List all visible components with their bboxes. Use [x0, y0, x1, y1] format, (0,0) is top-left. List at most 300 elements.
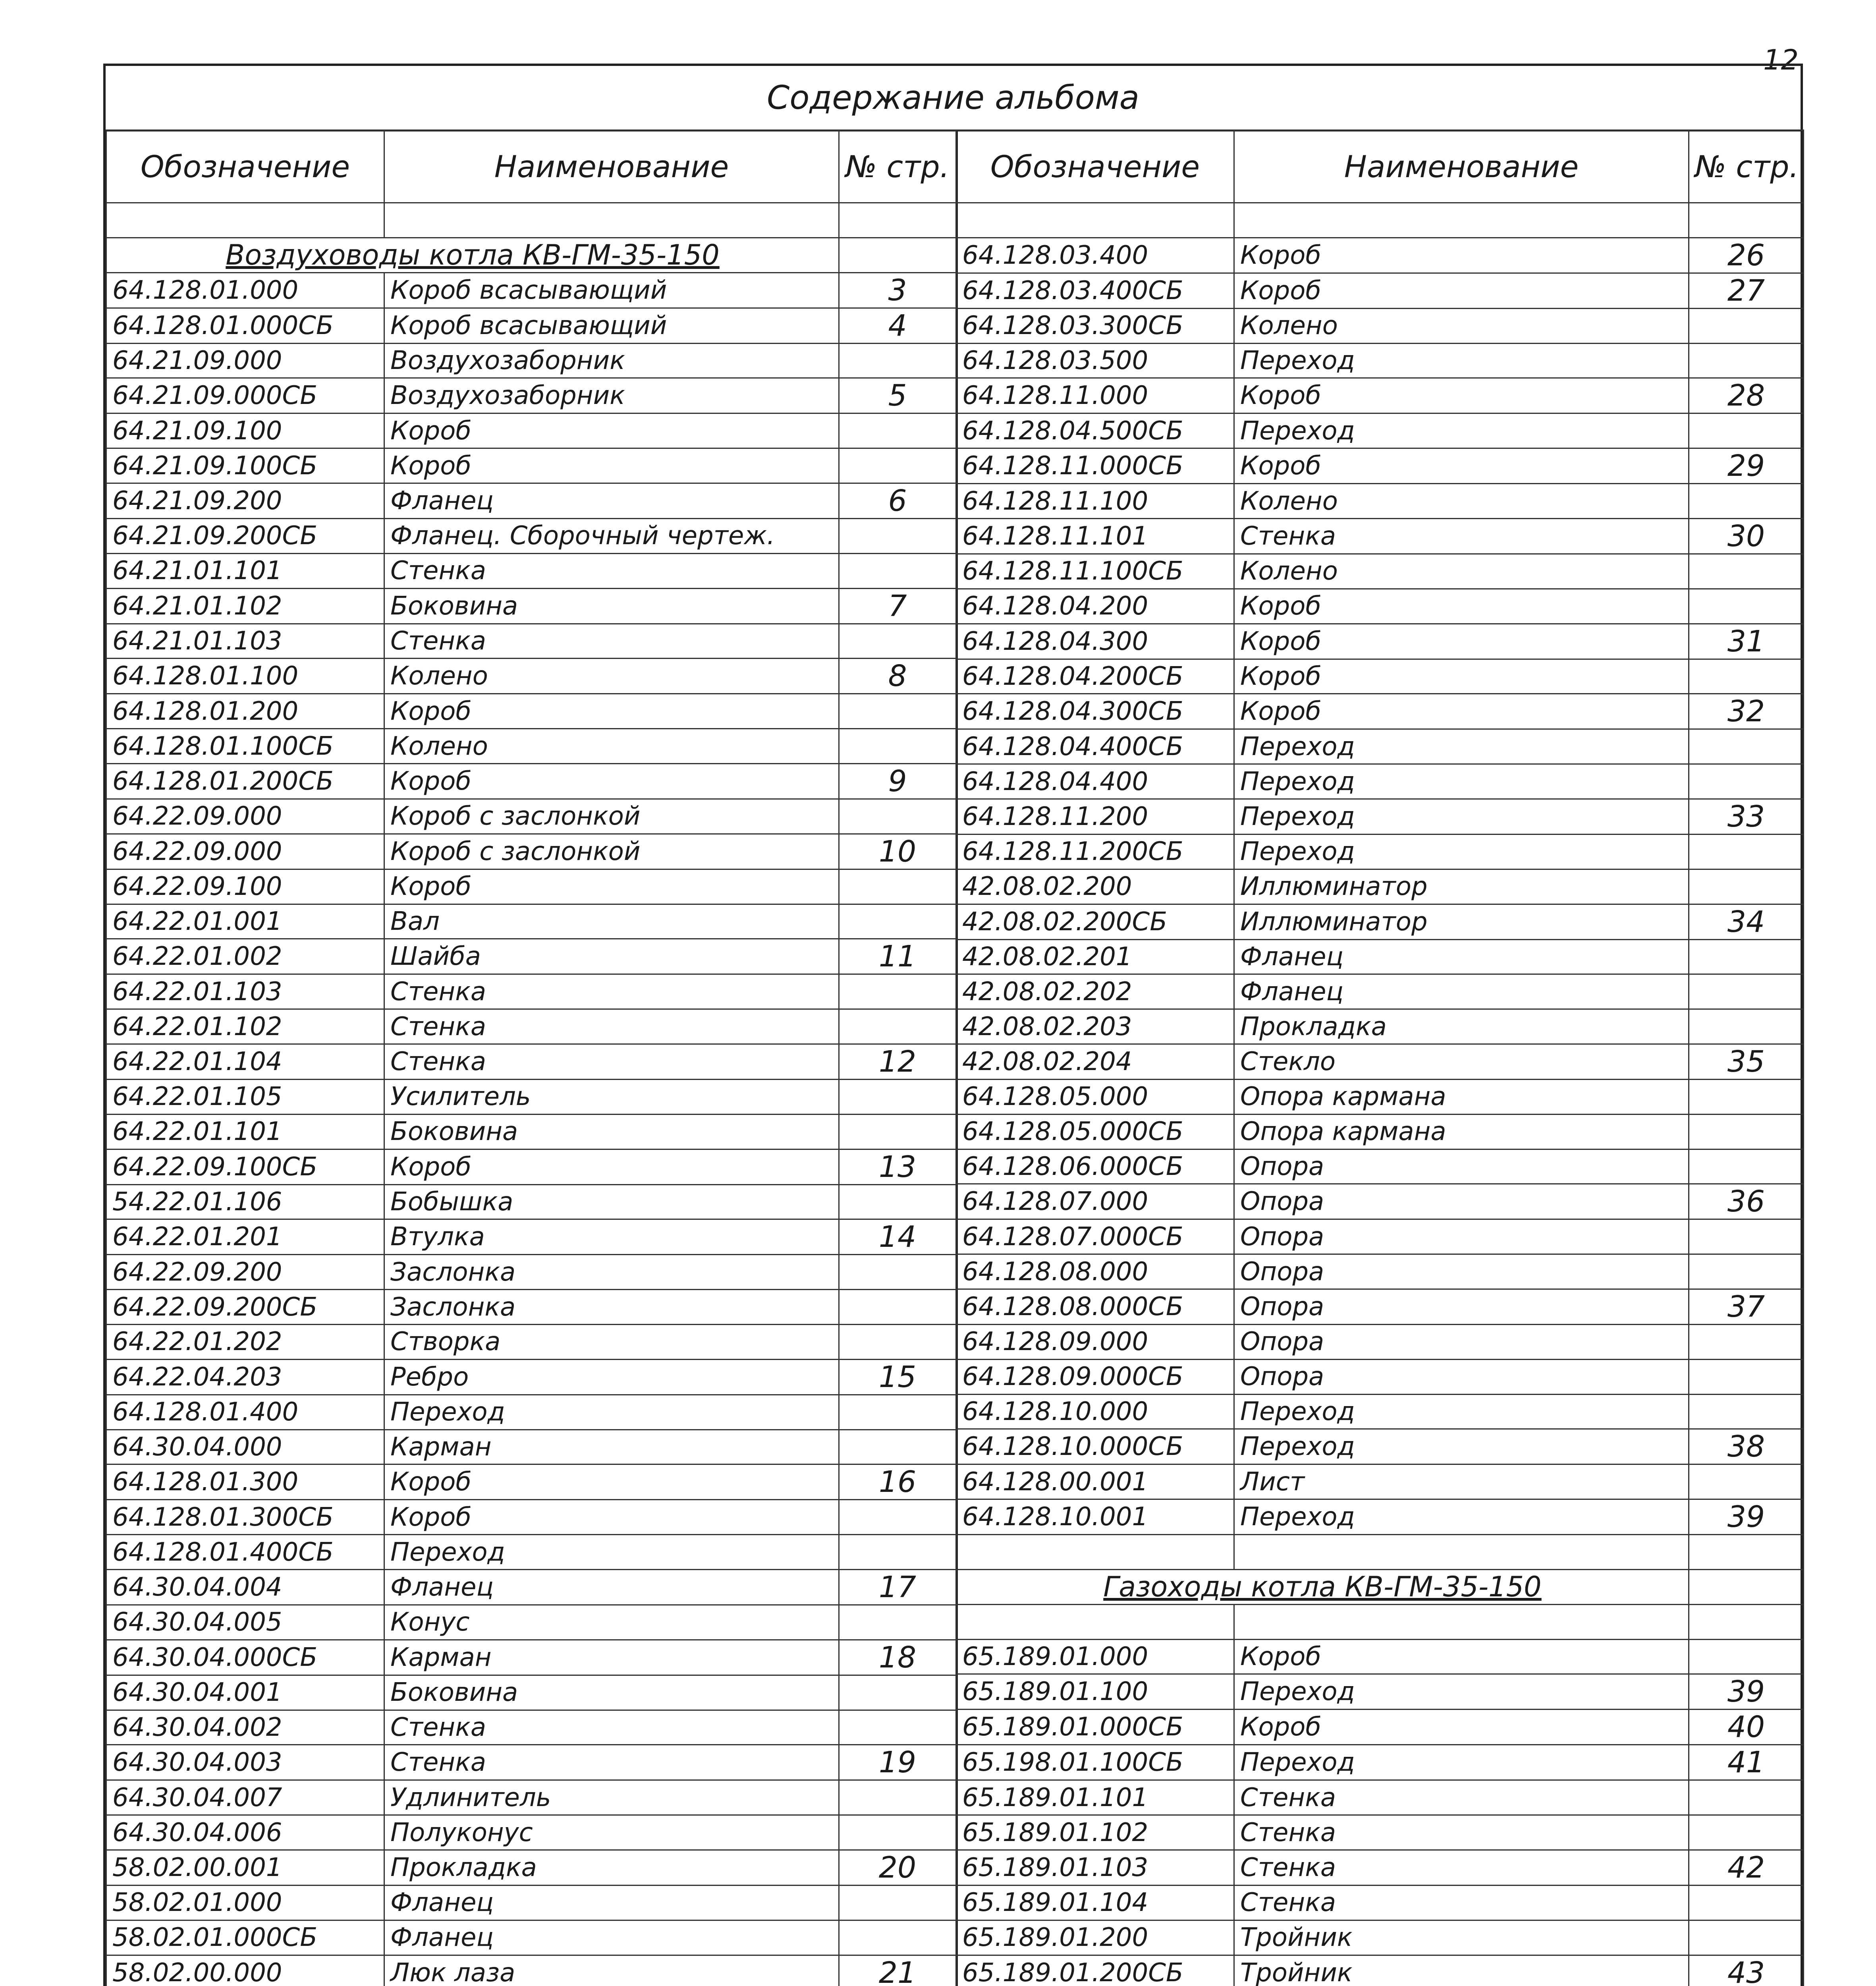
name-cell: Стенка	[384, 1009, 839, 1044]
name-cell: Опора	[1234, 1289, 1689, 1324]
page-cell	[1689, 413, 1804, 448]
page-cell	[839, 1605, 956, 1640]
table-row	[956, 518, 1804, 554]
code-cell: 64.22.09.200	[106, 1255, 384, 1290]
page-cell	[839, 1780, 956, 1815]
code-cell: 64.128.10.000	[956, 1394, 1234, 1429]
table-row	[956, 484, 1804, 519]
name-cell: Короб всасывающий	[384, 308, 839, 343]
code-cell: 64.128.04.200СБ	[956, 659, 1234, 694]
name-cell: Колено	[384, 659, 839, 694]
code-cell: 64.128.01.400СБ	[106, 1535, 384, 1570]
code-cell: 42.08.02.203	[956, 1009, 1234, 1044]
name-cell: Иллюминатор	[1234, 904, 1689, 939]
name-cell: Короб	[1234, 448, 1689, 484]
page-cell	[1689, 834, 1804, 869]
table-row	[106, 1605, 956, 1640]
name-cell: Прокладка	[384, 1850, 839, 1885]
corner-sheet-mark: 12	[1763, 44, 1799, 76]
page-cell	[1689, 869, 1804, 904]
page-cell	[839, 1184, 956, 1219]
code-cell: 64.22.01.105	[106, 1079, 384, 1114]
table-row	[956, 1289, 1804, 1324]
page-cell: 9	[839, 763, 956, 799]
name-cell: Стекло	[1234, 1044, 1689, 1079]
table-row	[106, 869, 956, 904]
code-cell: 64.22.01.201	[106, 1219, 384, 1255]
page-cell	[1689, 1219, 1804, 1254]
table-row	[956, 1184, 1804, 1219]
name-cell: Боковина	[384, 1114, 839, 1149]
table-row	[106, 1255, 956, 1290]
name-cell: Стенка	[384, 553, 839, 588]
code-cell: 64.128.04.300СБ	[956, 694, 1234, 729]
name-cell: Втулка	[384, 1219, 839, 1255]
name-cell: Заслонка	[384, 1290, 839, 1325]
name-cell: Карман	[384, 1430, 839, 1464]
table-row	[106, 1114, 956, 1149]
table-row	[956, 939, 1804, 974]
name-cell: Переход	[384, 1535, 839, 1570]
code-cell: 64.21.09.100	[106, 413, 384, 448]
page-cell	[839, 518, 956, 553]
table-row	[956, 659, 1804, 694]
name-cell: Переход	[1234, 1745, 1689, 1780]
table-row	[106, 553, 956, 588]
contents-sheet	[103, 64, 1803, 1986]
name-cell: Карман	[384, 1640, 839, 1675]
name-cell: Короб с заслонкой	[384, 799, 839, 834]
code-cell: 64.128.03.400	[956, 238, 1234, 273]
name-cell: Короб	[1234, 589, 1689, 624]
code-cell: 64.21.01.101	[106, 553, 384, 588]
page-cell	[1689, 1920, 1804, 1955]
name-cell: Опора	[1234, 1324, 1689, 1359]
code-cell: 64.128.11.200СБ	[956, 834, 1234, 869]
code-cell: 64.22.01.101	[106, 1114, 384, 1149]
page-cell: 21	[839, 1955, 956, 1986]
table-row	[106, 763, 956, 799]
name-cell: Переход	[1234, 1674, 1689, 1710]
name-cell: Переход	[1234, 1499, 1689, 1535]
page-cell: 41	[1689, 1745, 1804, 1780]
code-cell	[956, 1535, 1234, 1570]
page-cell	[839, 1290, 956, 1325]
code-cell: 64.22.01.002	[106, 939, 384, 974]
code-cell: 65.189.01.102	[956, 1815, 1234, 1850]
page-cell	[1689, 1394, 1804, 1429]
code-cell: 64.21.09.100СБ	[106, 448, 384, 483]
page-cell	[1689, 308, 1804, 343]
table-row	[956, 1009, 1804, 1044]
page-cell	[839, 1079, 956, 1114]
name-cell: Тройник	[1234, 1920, 1689, 1955]
table-row	[956, 1219, 1804, 1254]
name-cell: Опора	[1234, 1254, 1689, 1289]
code-cell: 64.128.11.000СБ	[956, 448, 1234, 484]
code-cell: 64.30.04.004	[106, 1569, 384, 1605]
name-cell: Стенка	[1234, 1885, 1689, 1920]
page-cell	[1689, 1639, 1804, 1674]
table-row	[106, 1745, 956, 1780]
code-cell: 65.189.01.200	[956, 1920, 1234, 1955]
name-cell: Опора	[1234, 1359, 1689, 1394]
table-row	[956, 1710, 1804, 1745]
table-row	[106, 1430, 956, 1464]
page-cell	[1689, 1359, 1804, 1394]
table-row	[106, 939, 956, 974]
name-cell: Фланец	[384, 1885, 839, 1920]
left-contents-table	[106, 129, 957, 1986]
code-cell: 64.128.05.000СБ	[956, 1114, 1234, 1149]
page-cell	[839, 1535, 956, 1570]
name-cell: Переход	[1234, 413, 1689, 448]
table-row	[106, 1290, 956, 1325]
page-cell	[839, 1255, 956, 1290]
page-cell: 8	[839, 659, 956, 694]
page-cell: 20	[839, 1850, 956, 1885]
right-section-title: Газоходы котла КВ-ГМ-35-150	[956, 1569, 1689, 1604]
code-cell: 64.128.04.400СБ	[956, 729, 1234, 764]
code-cell: 64.128.10.000СБ	[956, 1429, 1234, 1464]
code-cell: 64.128.11.200	[956, 799, 1234, 834]
page-cell: 26	[1689, 238, 1804, 273]
page-cell	[839, 799, 956, 834]
page-cell: 39	[1689, 1499, 1804, 1535]
table-row	[956, 1745, 1804, 1780]
right-header-row	[956, 130, 1804, 203]
code-cell: 64.22.01.202	[106, 1324, 384, 1359]
page-cell	[839, 694, 956, 729]
name-cell: Короб	[1234, 1639, 1689, 1674]
table-row	[956, 1359, 1804, 1394]
table-row	[956, 238, 1804, 273]
page-cell	[839, 343, 956, 378]
table-row	[956, 1885, 1804, 1920]
code-cell: 64.128.01.300СБ	[106, 1500, 384, 1535]
code-cell: 64.21.09.000	[106, 343, 384, 378]
page-cell: 15	[839, 1359, 956, 1395]
page-cell	[1689, 659, 1804, 694]
page-cell	[839, 1920, 956, 1955]
right-contents-table	[955, 129, 1804, 1986]
table-row	[106, 1184, 956, 1219]
code-cell: 64.128.01.000	[106, 272, 384, 308]
name-cell: Воздухозаборник	[384, 343, 839, 378]
name-cell: Колено	[1234, 554, 1689, 589]
table-row	[956, 589, 1804, 624]
code-cell: 64.22.09.100СБ	[106, 1149, 384, 1184]
table-row	[956, 448, 1804, 484]
name-cell: Усилитель	[384, 1079, 839, 1114]
code-cell: 64.22.01.104	[106, 1044, 384, 1079]
name-cell: Бобышка	[384, 1184, 839, 1219]
table-row	[106, 1955, 956, 1986]
page-cell	[1689, 974, 1804, 1009]
table-row	[956, 1920, 1804, 1955]
name-cell: Короб	[384, 413, 839, 448]
table-row	[956, 1535, 1804, 1570]
name-cell: Колено	[1234, 308, 1689, 343]
code-cell: 64.128.11.100	[956, 484, 1234, 519]
name-cell: Стенка	[1234, 1780, 1689, 1815]
table-row	[106, 343, 956, 378]
table-row	[956, 974, 1804, 1009]
name-cell: Тройник	[1234, 1955, 1689, 1986]
code-cell: 42.08.02.204	[956, 1044, 1234, 1079]
table-row	[956, 764, 1804, 799]
page-cell	[839, 624, 956, 659]
name-cell: Короб	[384, 1464, 839, 1500]
name-cell: Переход	[1234, 834, 1689, 869]
table-row	[956, 1604, 1804, 1639]
page-cell	[839, 1395, 956, 1430]
page-cell	[1689, 1149, 1804, 1184]
table-row	[106, 834, 956, 869]
code-cell: 64.30.04.006	[106, 1815, 384, 1850]
name-cell: Прокладка	[1234, 1009, 1689, 1044]
code-cell: 64.22.01.001	[106, 904, 384, 939]
table-row	[956, 1394, 1804, 1429]
table-row	[106, 1850, 956, 1885]
name-cell: Стенка	[1234, 1815, 1689, 1850]
page-cell	[839, 904, 956, 939]
name-cell: Иллюминатор	[1234, 869, 1689, 904]
code-cell: 64.21.09.200СБ	[106, 518, 384, 553]
page-cell	[839, 1675, 956, 1710]
code-cell: 42.08.02.202	[956, 974, 1234, 1009]
code-cell: 42.08.02.200СБ	[956, 904, 1234, 939]
table-row	[106, 1535, 956, 1570]
page-cell	[1689, 343, 1804, 378]
page-cell: 18	[839, 1640, 956, 1675]
code-cell: 64.128.06.000СБ	[956, 1149, 1234, 1184]
header-code: Обозначение	[956, 130, 1234, 203]
code-cell: 65.189.01.200СБ	[956, 1955, 1234, 1986]
table-row	[106, 799, 956, 834]
code-cell: 64.128.10.001	[956, 1499, 1234, 1535]
page-cell: 34	[1689, 904, 1804, 939]
code-cell: 64.128.11.101	[956, 518, 1234, 554]
table-row	[956, 1569, 1804, 1604]
table-row	[956, 1639, 1804, 1674]
table-row	[106, 1920, 956, 1955]
page-cell: 37	[1689, 1289, 1804, 1324]
page-cell	[839, 413, 956, 448]
right-table-body	[956, 203, 1804, 1986]
table-row	[106, 624, 956, 659]
name-cell: Лист	[1234, 1464, 1689, 1499]
table-row	[956, 834, 1804, 869]
name-cell: Фланец	[384, 1569, 839, 1605]
page-cell: 39	[1689, 1674, 1804, 1710]
name-cell: Колено	[1234, 484, 1689, 519]
header-page: № стр.	[839, 130, 956, 203]
table-row	[106, 1815, 956, 1850]
code-cell: 64.128.08.000	[956, 1254, 1234, 1289]
page-cell	[1689, 1569, 1804, 1604]
code-cell: 64.128.09.000	[956, 1324, 1234, 1359]
page-cell: 12	[839, 1044, 956, 1079]
code-cell: 64.128.01.400	[106, 1395, 384, 1430]
name-cell: Короб	[1234, 238, 1689, 273]
name-cell: Стенка	[384, 624, 839, 659]
table-row	[106, 272, 956, 308]
name-cell: Стенка	[384, 1044, 839, 1079]
table-row	[956, 343, 1804, 378]
page-cell	[839, 1500, 956, 1535]
right-blank-row	[956, 203, 1804, 238]
table-row	[106, 1044, 956, 1079]
code-cell: 64.22.09.000	[106, 799, 384, 834]
name-cell: Короб с заслонкой	[384, 834, 839, 869]
table-row	[956, 799, 1804, 834]
name-cell: Короб	[384, 1500, 839, 1535]
page-cell	[1689, 764, 1804, 799]
name-cell: Люк лаза	[384, 1955, 839, 1986]
page-cell: 27	[1689, 273, 1804, 308]
table-row	[106, 1500, 956, 1535]
page-cell: 31	[1689, 624, 1804, 659]
page-cell: 33	[1689, 799, 1804, 834]
left-blank-row	[106, 203, 956, 238]
code-cell: 64.30.04.000	[106, 1430, 384, 1464]
name-cell: Короб	[1234, 694, 1689, 729]
name-cell: Переход	[1234, 764, 1689, 799]
table-row	[106, 1149, 956, 1184]
page-cell	[1689, 1254, 1804, 1289]
code-cell: 64.128.01.200	[106, 694, 384, 729]
code-cell: 64.128.04.500СБ	[956, 413, 1234, 448]
table-row	[956, 554, 1804, 589]
code-cell: 64.128.01.100	[106, 659, 384, 694]
page-cell	[1689, 1780, 1804, 1815]
name-cell: Опора кармана	[1234, 1114, 1689, 1149]
header-name: Наименование	[384, 130, 839, 203]
name-cell: Короб	[384, 763, 839, 799]
table-row	[956, 729, 1804, 764]
code-cell: 64.22.09.000	[106, 834, 384, 869]
page-cell: 35	[1689, 1044, 1804, 1079]
name-cell: Короб	[1234, 624, 1689, 659]
code-cell: 54.22.01.106	[106, 1184, 384, 1219]
code-cell: 64.128.11.100СБ	[956, 554, 1234, 589]
header-page: № стр.	[1689, 130, 1804, 203]
page-cell	[1689, 1009, 1804, 1044]
name-cell: Фланец	[384, 483, 839, 518]
code-cell: 64.128.09.000СБ	[956, 1359, 1234, 1394]
page-cell	[1689, 1464, 1804, 1499]
name-cell: Фланец	[384, 1920, 839, 1955]
name-cell: Фланец	[1234, 939, 1689, 974]
name-cell: Переход	[1234, 1429, 1689, 1464]
table-row	[106, 1079, 956, 1114]
code-cell: 58.02.01.000	[106, 1885, 384, 1920]
name-cell: Вал	[384, 904, 839, 939]
table-row	[106, 1359, 956, 1395]
code-cell: 64.30.04.007	[106, 1780, 384, 1815]
name-cell: Опора	[1234, 1184, 1689, 1219]
left-section-row	[106, 238, 956, 272]
code-cell: 58.02.00.000	[106, 1955, 384, 1986]
code-cell: 64.21.09.000СБ	[106, 378, 384, 413]
table-row	[956, 413, 1804, 448]
page-cell: 10	[839, 834, 956, 869]
table-row	[106, 1219, 956, 1255]
code-cell: 64.128.11.000	[956, 378, 1234, 413]
code-cell: 64.22.04.203	[106, 1359, 384, 1395]
table-row	[106, 483, 956, 518]
page-cell	[839, 448, 956, 483]
code-cell: 42.08.02.201	[956, 939, 1234, 974]
table-row	[106, 1710, 956, 1745]
table-row	[106, 518, 956, 553]
name-cell: Фланец. Сборочный чертеж.	[384, 518, 839, 553]
name-cell: Короб	[1234, 1710, 1689, 1745]
name-cell: Колено	[384, 729, 839, 764]
code-cell	[956, 1604, 1234, 1639]
name-cell: Боковина	[384, 1675, 839, 1710]
code-cell: 64.128.01.000СБ	[106, 308, 384, 343]
table-row	[106, 694, 956, 729]
page-cell: 14	[839, 1219, 956, 1255]
name-cell: Заслонка	[384, 1255, 839, 1290]
name-cell: Стенка	[1234, 518, 1689, 554]
table-row	[956, 1464, 1804, 1499]
page-cell: 13	[839, 1149, 956, 1184]
code-cell: 64.128.07.000	[956, 1184, 1234, 1219]
page-cell	[1689, 1079, 1804, 1114]
page-cell: 7	[839, 588, 956, 624]
name-cell: Короб	[1234, 659, 1689, 694]
code-cell: 64.21.09.200	[106, 483, 384, 518]
code-cell: 64.30.04.003	[106, 1745, 384, 1780]
table-row	[106, 974, 956, 1009]
code-cell: 64.30.04.000СБ	[106, 1640, 384, 1675]
name-cell: Фланец	[1234, 974, 1689, 1009]
table-row	[106, 659, 956, 694]
name-cell: Короб	[384, 694, 839, 729]
name-cell: Короб	[384, 869, 839, 904]
code-cell: 64.128.04.400	[956, 764, 1234, 799]
code-cell: 65.189.01.000СБ	[956, 1710, 1234, 1745]
name-cell	[1234, 1604, 1689, 1639]
page-cell	[839, 1114, 956, 1149]
table-row	[106, 729, 956, 764]
name-cell: Стенка	[384, 1745, 839, 1780]
code-cell: 65.198.01.100СБ	[956, 1745, 1234, 1780]
page-cell	[1689, 939, 1804, 974]
header-name: Наименование	[1234, 130, 1689, 203]
page-cell	[839, 1009, 956, 1044]
table-row	[956, 1429, 1804, 1464]
name-cell: Короб	[384, 448, 839, 483]
header-code: Обозначение	[106, 130, 384, 203]
code-cell: 64.22.01.103	[106, 974, 384, 1009]
page-cell	[839, 1815, 956, 1850]
table-row	[106, 1324, 956, 1359]
code-cell: 64.128.04.200	[956, 589, 1234, 624]
page-cell: 5	[839, 378, 956, 413]
table-row	[106, 1640, 956, 1675]
left-table-body	[106, 203, 956, 1986]
name-cell: Короб	[384, 1149, 839, 1184]
name-cell: Опора	[1234, 1219, 1689, 1254]
table-row	[956, 1850, 1804, 1885]
code-cell: 65.189.01.000	[956, 1639, 1234, 1674]
page-cell	[1689, 554, 1804, 589]
table-row	[956, 1955, 1804, 1986]
